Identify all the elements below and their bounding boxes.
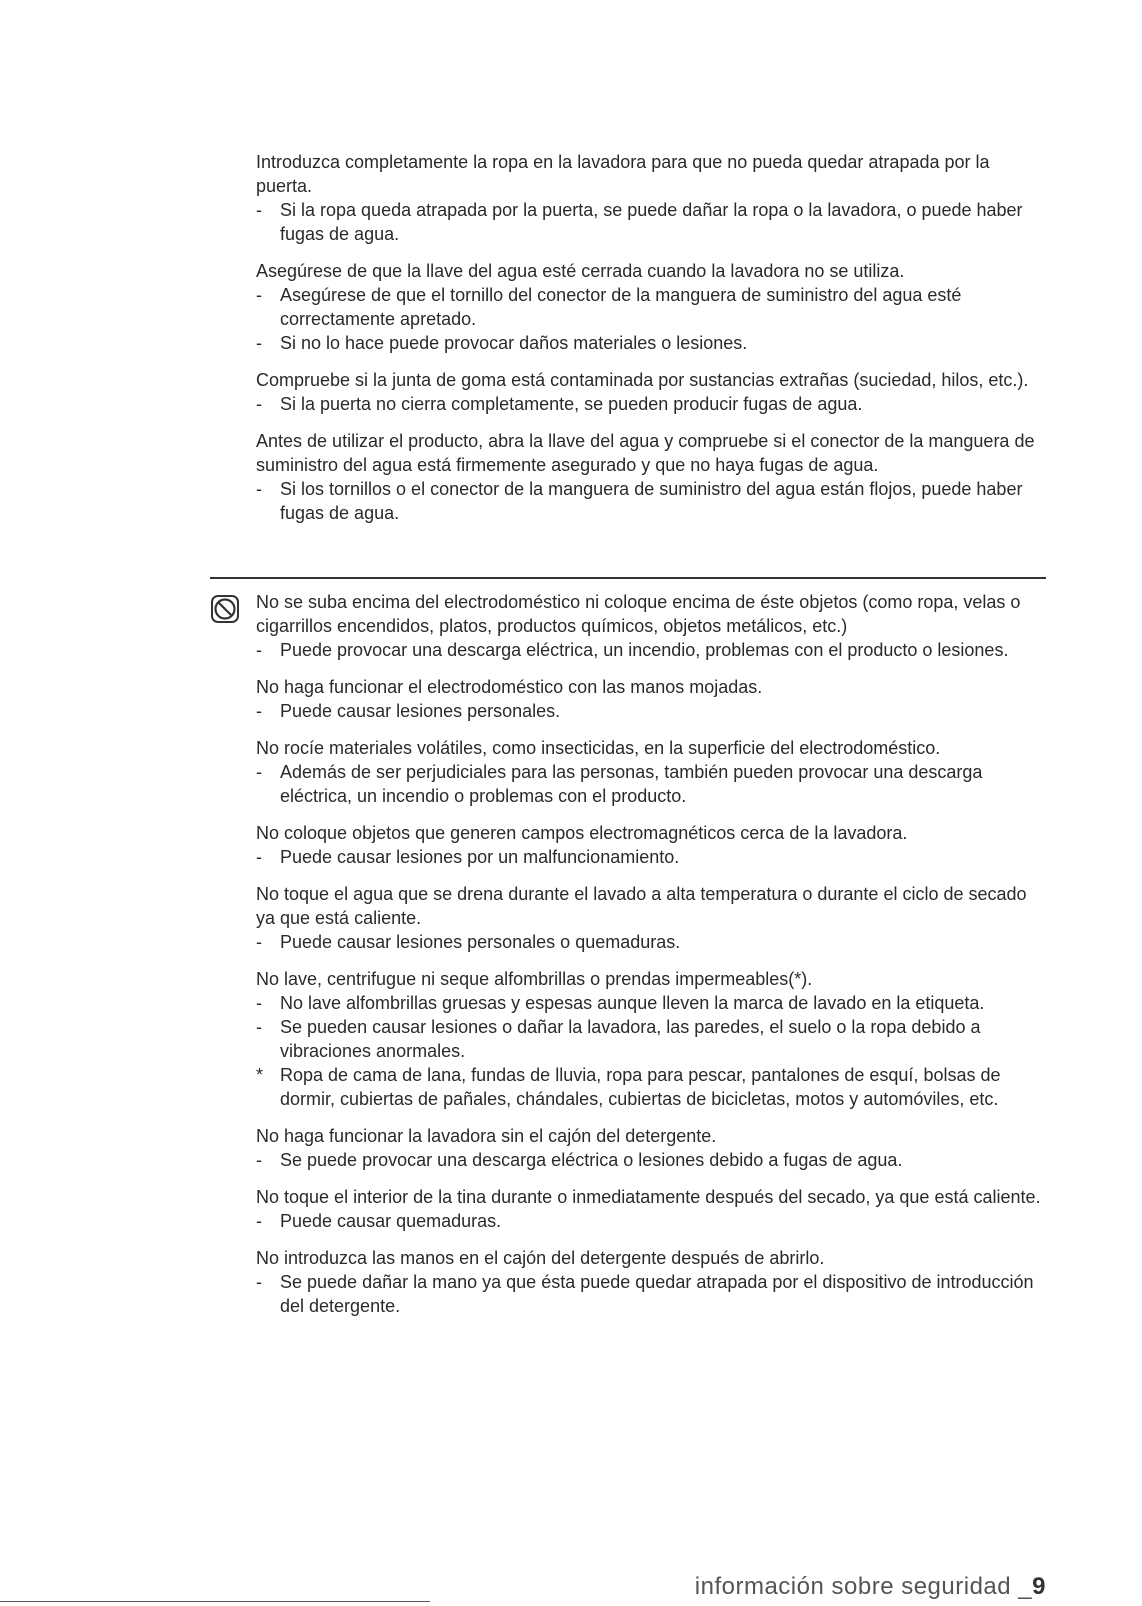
safety-detail [256,1063,1046,1111]
safety-detail [256,477,1046,525]
safety-instruction: No se suba encima del electrodoméstico ni coloque encima de éste objetos (como ropa, velas o cigarrillos encendidos, platos, productos químicos, objetos metálicos, etc.) [256,592,1021,636]
safety-paragraph [256,675,1046,723]
detail-text: Puede provocar una descarga eléctrica, un incendio, problemas con el producto o lesiones. [280,640,1009,660]
detail-text: Puede causar lesiones personales. [280,701,561,721]
list-marker: - [256,479,262,499]
safety-instruction: No lave, centrifugue ni seque alfombrillas o prendas impermeables(*). [256,969,813,989]
detail-text: Si la puerta no cierra completamente, se pueden producir fugas de agua. [280,394,863,414]
list-marker: - [256,1211,262,1231]
safety-detail [256,392,1046,416]
safety-detail [256,331,1046,355]
detail-text: Se pueden causar lesiones o dañar la lavadora, las paredes, el suelo o la ropa debido a vibraciones anormales. [280,1017,981,1061]
list-marker: - [256,847,262,867]
safety-paragraph [256,1185,1046,1233]
safety-detail [256,930,1046,954]
list-marker: - [256,932,262,952]
safety-detail [256,638,1046,662]
list-marker: - [256,640,262,660]
safety-detail [256,845,1046,869]
safety-instruction: No haga funcionar el electrodoméstico con las manos mojadas. [256,677,763,697]
safety-instruction: No rocíe materiales volátiles, como insecticidas, en la superficie del electrodoméstico. [256,738,941,758]
safety-paragraph [256,150,1046,246]
safety-detail [256,1270,1046,1318]
list-marker: - [256,762,262,782]
detail-text: Asegúrese de que el tornillo del conector de la manguera de suministro del agua esté correctamente apretado. [280,285,962,329]
safety-paragraph [256,429,1046,525]
safety-detail [256,198,1046,246]
safety-detail [256,760,1046,808]
detail-text: Si no lo hace puede provocar daños materiales o lesiones. [280,333,748,353]
safety-section-water [256,150,1046,538]
list-marker: - [256,993,262,1013]
safety-instruction: No coloque objetos que generen campos electromagnéticos cerca de la lavadora. [256,823,908,843]
safety-paragraph [256,259,1046,355]
detail-text: No lave alfombrillas gruesas y espesas aunque lleven la marca de lavado en la etiqueta. [280,993,985,1013]
safety-paragraph [256,1124,1046,1172]
detail-text: Además de ser perjudiciales para las personas, también pueden provocar una descarga eléctrica, un incendio o problemas con el producto. [280,762,983,806]
list-marker: - [256,701,262,721]
detail-text: Puede causar lesiones por un malfuncionamiento. [280,847,680,867]
safety-instruction: No toque el interior de la tina durante o inmediatamente después del secado, ya que está caliente. [256,1187,1041,1207]
list-marker: - [256,200,262,220]
safety-detail [256,1209,1046,1233]
safety-paragraph [256,882,1046,954]
safety-detail [256,1148,1046,1172]
detail-text: Ropa de cama de lana, fundas de lluvia, ropa para pescar, pantalones de esquí, bolsas de dormir, cubiertas de pañales, chándales, cubiertas de bicicletas, motos y automóviles, etc. [280,1065,1001,1109]
safety-paragraph [256,967,1046,1111]
safety-detail [256,283,1046,331]
page-number: 9 [1032,1573,1046,1600]
list-marker: - [256,1272,262,1292]
list-marker: - [256,333,262,353]
safety-section-prohibited [256,590,1046,1331]
safety-instruction: No toque el agua que se drena durante el lavado a alta temperatura o durante el ciclo de secado ya que está caliente. [256,884,1027,928]
safety-detail [256,699,1046,723]
safety-paragraph [256,368,1046,416]
list-marker: - [256,1150,262,1170]
safety-detail [256,991,1046,1015]
list-marker: - [256,285,262,305]
safety-instruction: Compruebe si la junta de goma está contaminada por sustancias extrañas (suciedad, hilos, etc.). [256,370,1029,390]
detail-text: Si la ropa queda atrapada por la puerta, se puede dañar la ropa o la lavadora, o puede haber fugas de agua. [280,200,1023,244]
page-footer [695,1573,1046,1601]
scan-edge-line [0,1601,430,1602]
section-divider [210,577,1046,579]
safety-paragraph [256,590,1046,662]
detail-text: Puede causar lesiones personales o quemaduras. [280,932,681,952]
safety-paragraph [256,821,1046,869]
detail-text: Se puede provocar una descarga eléctrica o lesiones debido a fugas de agua. [280,1150,903,1170]
safety-instruction: Introduzca completamente la ropa en la lavadora para que no pueda quedar atrapada por la puerta. [256,152,990,196]
safety-paragraph [256,1246,1046,1318]
safety-instruction: Antes de utilizar el producto, abra la llave del agua y compruebe si el conector de la manguera de suministro del agua está firmemente asegurado y que no haya fugas de agua. [256,431,1035,475]
detail-text: Si los tornillos o el conector de la manguera de suministro del agua están flojos, puede haber fugas de agua. [280,479,1023,523]
safety-instruction: Asegúrese de que la llave del agua esté cerrada cuando la lavadora no se utiliza. [256,261,905,281]
footer-section-title: información sobre seguridad _ [694,1573,1033,1600]
safety-detail [256,1015,1046,1063]
prohibited-icon [210,594,240,624]
list-marker: - [256,394,262,414]
list-marker: - [256,1017,262,1037]
detail-text: Se puede dañar la mano ya que ésta puede quedar atrapada por el dispositivo de introducción del detergente. [280,1272,1034,1316]
list-marker: * [256,1065,264,1085]
detail-text: Puede causar quemaduras. [280,1211,502,1231]
safety-instruction: No haga funcionar la lavadora sin el cajón del detergente. [256,1126,717,1146]
safety-paragraph [256,736,1046,808]
safety-instruction: No introduzca las manos en el cajón del detergente después de abrirlo. [256,1248,825,1268]
